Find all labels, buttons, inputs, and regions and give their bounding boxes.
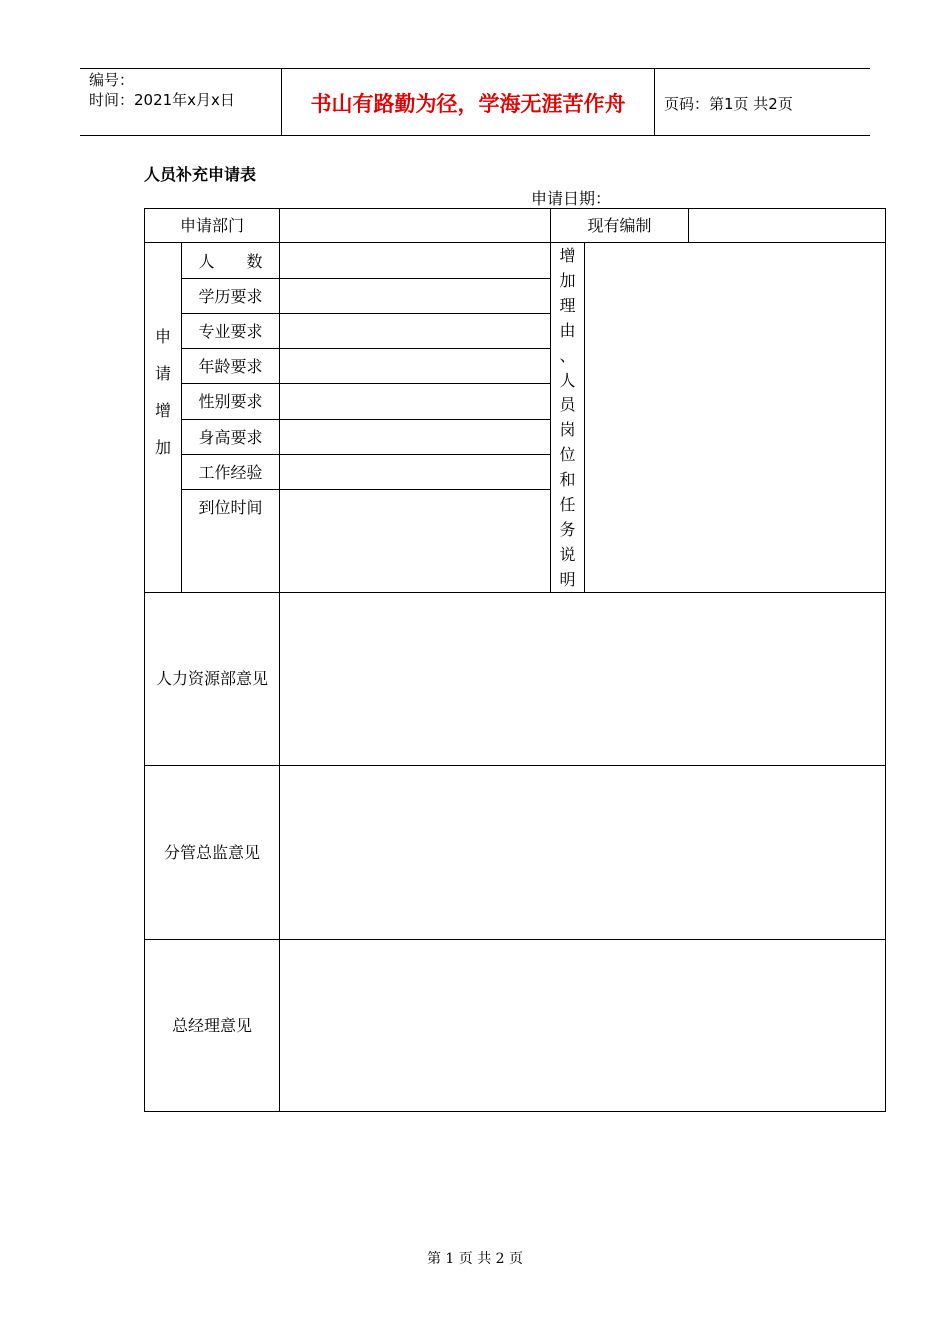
header-top-rule — [80, 68, 870, 69]
field-headcount-label: 人 数 — [198, 252, 263, 271]
increase-char: 申 — [154, 327, 171, 346]
table-border-right — [885, 208, 886, 1112]
field-age-label: 年龄要求 — [198, 357, 263, 376]
increase-char: 请 — [154, 364, 171, 383]
reason-char: 、 — [559, 345, 576, 365]
director-opinion-label: 分管总监意见 — [163, 843, 260, 862]
current-quota-value[interactable] — [689, 209, 885, 242]
dept-label: 申请部门 — [179, 216, 244, 235]
reason-char: 任 — [559, 495, 576, 515]
reason-char: 员 — [559, 395, 576, 415]
current-quota-label: 现有编制 — [587, 216, 652, 235]
director-opinion-value[interactable] — [280, 766, 885, 939]
reason-label — [551, 244, 584, 593]
reason-char: 加 — [559, 270, 576, 290]
header-motto: 书山有路勤为径，学海无涯苦作舟 — [310, 91, 626, 116]
reason-char: 增 — [559, 246, 576, 265]
field-major-value[interactable] — [280, 314, 550, 348]
reason-value[interactable] — [585, 243, 885, 592]
field-height-value[interactable] — [280, 420, 550, 454]
field-gender-value[interactable] — [280, 384, 550, 419]
field-gender-label: 性别要求 — [198, 392, 263, 411]
apply-date-label: 申请日期： — [531, 189, 612, 208]
reason-char: 人 — [559, 370, 576, 390]
gm-opinion-value[interactable] — [280, 940, 885, 1111]
header-page-info: 页码：第1页 共2页 — [664, 95, 793, 113]
increase-char: 加 — [154, 438, 171, 457]
field-major-label: 专业要求 — [198, 322, 263, 341]
field-experience-value[interactable] — [280, 455, 550, 489]
dept-value[interactable] — [280, 209, 550, 242]
field-experience-label: 工作经验 — [198, 463, 263, 482]
field-education-label: 学历要求 — [198, 287, 263, 306]
reason-char: 明 — [559, 569, 576, 589]
header-bottom-rule — [80, 135, 870, 136]
field-headcount-value[interactable] — [280, 243, 550, 278]
increase-group-label — [145, 318, 181, 466]
field-education-value[interactable] — [280, 279, 550, 313]
reason-char: 由 — [559, 320, 576, 340]
hr-opinion-value[interactable] — [280, 593, 885, 765]
hr-opinion-label: 人力资源部意见 — [155, 669, 268, 688]
time-label: 时间：2021年x月x日 — [89, 91, 235, 109]
reason-char: 理 — [559, 295, 576, 315]
number-label: 编号： — [89, 71, 135, 89]
gm-opinion-label: 总经理意见 — [171, 1016, 252, 1035]
table-border-bottom — [144, 1111, 886, 1112]
field-age-value[interactable] — [280, 349, 550, 383]
reason-char: 位 — [559, 445, 576, 465]
field-height-label: 身高要求 — [198, 428, 263, 447]
header-meta — [89, 70, 235, 110]
reason-char: 说 — [559, 544, 576, 564]
form-title: 人员补充申请表 — [144, 165, 257, 184]
footer-page-number: 第 1 页 共 2 页 — [426, 1251, 524, 1267]
reason-char: 务 — [559, 519, 576, 539]
reason-char: 和 — [559, 470, 576, 490]
increase-char: 增 — [154, 401, 171, 420]
header-divider-2 — [654, 69, 655, 136]
reason-char: 岗 — [559, 420, 576, 440]
field-arrival-time-value[interactable] — [280, 490, 550, 592]
field-arrival-time-label: 到位时间 — [198, 498, 263, 517]
